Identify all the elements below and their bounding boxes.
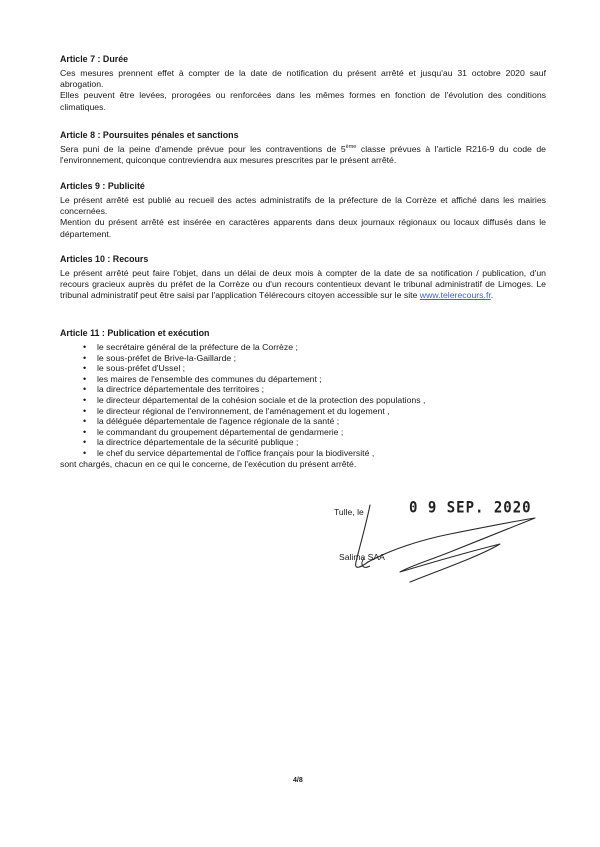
article-8-paragraph xyxy=(60,144,546,166)
article-9-paragraph: Mention du présent arrêté est insérée en caractères apparents dans deux journaux régionaux ou locaux diffusés dans le département. xyxy=(60,217,546,239)
list-item: • le secrétaire général de la préfecture de la Corrèze ; xyxy=(60,342,546,353)
list-item: • les maires de l'ensemble des communes du département ; xyxy=(60,374,546,385)
article-10-text: Le présent arrêté peut faire l'objet, dans un délai de deux mois à compter de la date de sa notification / publication, d'un recours gracieux auprès du préfet de la Corrèze ou d'un recours contentieux devant le tribunal administratif de Limoges. Le tribunal administratif peut être saisi par l'application Télérecours citoyen accessible sur le site xyxy=(60,268,546,301)
signatory-name: Salima SAA xyxy=(339,552,385,562)
article-11-title: Article 11 : Publication et exécution xyxy=(60,328,210,338)
list-item: • le directeur régional de l'environnement, de l'aménagement et du logement , xyxy=(60,406,546,417)
list-item: • la déléguée départementale de l'agence régionale de la santé ; xyxy=(60,416,546,427)
ordinal-superscript: ème xyxy=(345,144,357,151)
article-7-paragraph: Ces mesures prennent effet à compter de la date de notification du présent arrêté et jusqu'au 31 octobre 2020 sauf abrogation. xyxy=(60,68,546,90)
article-8-text-continued: classe prévues à l'article R216-9 du code de l'environnement, quiconque contreviendra aux mesures prescrites par le présent arrêté. xyxy=(60,144,546,166)
list-item: • la directrice départementale de la sécurité publique ; xyxy=(60,437,546,448)
list-item: • le sous-préfet de Brive-la-Gaillarde ; xyxy=(60,353,546,364)
article-9 xyxy=(60,181,546,240)
article-7-title: Article 7 : Durée xyxy=(60,54,129,64)
article-9-title: Articles 9 : Publicité xyxy=(60,181,145,191)
article-8 xyxy=(60,130,546,166)
article-11-closing: sont chargés, chacun en ce qui le concerne, de l'exécution du présent arrêté. xyxy=(60,458,357,469)
article-10 xyxy=(60,254,546,302)
signature-date-stamp: 0 9 SEP. 2020 xyxy=(409,498,532,518)
article-7 xyxy=(60,54,546,113)
article-10-text-end: . xyxy=(490,290,494,301)
telerecours-link[interactable]: www.telerecours.fr xyxy=(419,290,491,301)
article-9-paragraph: Le présent arrêté est publié au recueil des actes administratifs de la préfecture de la Corrèze et affiché dans les mairies concernées. xyxy=(60,195,546,217)
page-number: 4/8 xyxy=(293,777,303,784)
list-item: • le sous-préfet d'Ussel ; xyxy=(60,363,546,374)
article-8-title: Article 8 : Poursuites pénales et sanctions xyxy=(60,130,239,140)
article-8-text: Sera puni de la peine d'amende prévue pour les contraventions de 5 xyxy=(60,144,346,154)
list-item: • le commandant du groupement départemental de gendarmerie ; xyxy=(60,427,546,438)
signature-place: Tulle, le xyxy=(334,507,364,517)
article-10-title: Articles 10 : Recours xyxy=(60,254,149,264)
recipients-list xyxy=(60,342,546,459)
list-item: • le directeur départemental de la cohésion sociale et de la protection des populations , xyxy=(60,395,546,406)
article-11 xyxy=(60,328,546,470)
list-item: • le chef du service départemental de l'office français pour la biodiversité , xyxy=(60,448,546,459)
article-7-paragraph: Elles peuvent être levées, prorogées ou renforcées dans les mêmes formes en fonction de l'évolution des conditions climatiques. xyxy=(60,90,546,112)
list-item: • la directrice départementale des territoires ; xyxy=(60,384,546,395)
article-10-paragraph xyxy=(60,268,546,302)
